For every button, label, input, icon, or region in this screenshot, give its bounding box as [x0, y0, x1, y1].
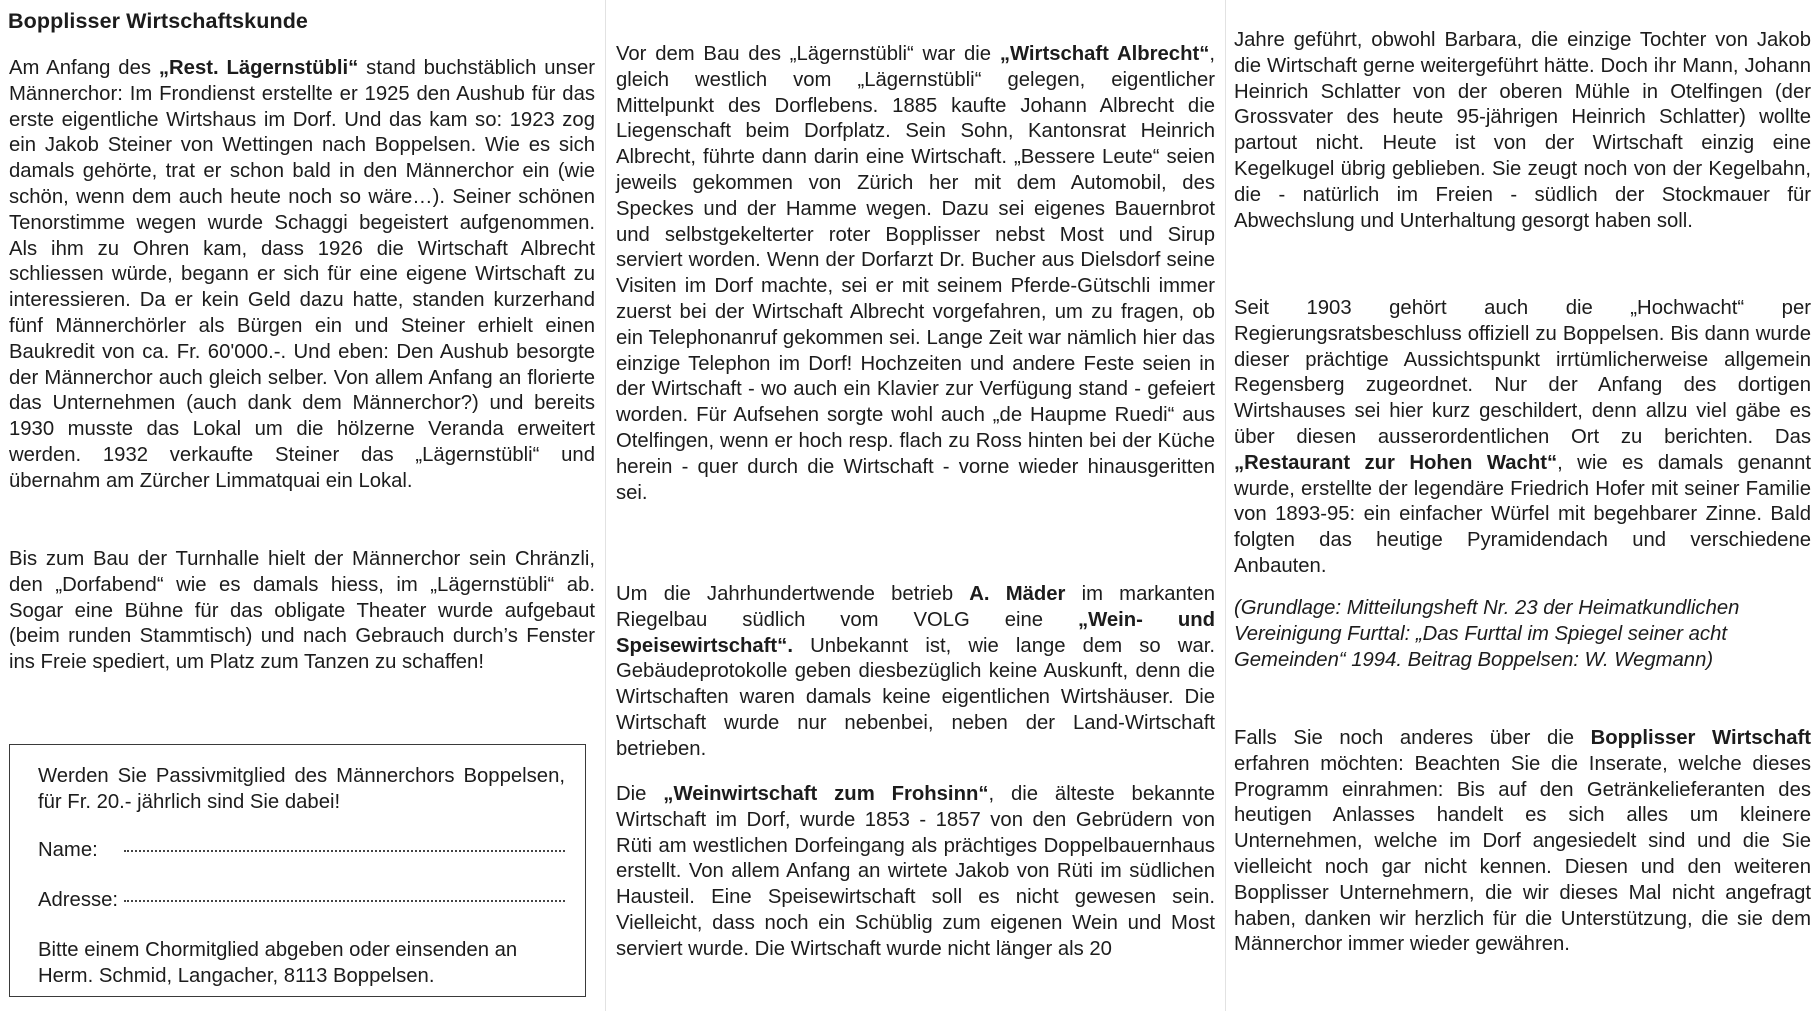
paragraph-text: Falls Sie noch anderes über die [1234, 727, 1591, 749]
column-middle [606, 0, 1225, 1011]
highlight-bopplisser-wirtschaft: Bopplisser Wirtschaft [1590, 727, 1811, 749]
paragraph-text: Um die Jahrhundertwende betrieb [616, 583, 970, 605]
column-right [1226, 0, 1820, 1011]
highlight-person-name: A. Mäder [969, 583, 1066, 605]
paragraph-text: erfahren möchten: Beachten Sie die Inserate, welche dieses Programm einrahmen: Bis auf den Getränkelieferanten des heutigen Anlasses handelt es sich alles um kleinere Unternehmen, welche im Dorf angesiedelt sind und die Sie vielleicht noch gar nicht kennen. Diesen und den weiteren Bopplisser Unternehmern, die wir dieses Mal nicht angefragt haben, danken wir herzlich für die Unterstützung, die sie dem Männerchor immer wieder gewähren. [1234, 752, 1811, 956]
name-label: Name: [38, 839, 98, 861]
paragraph-text: Unbekannt ist, wie lange dem so war. Gebäudeprotokolle geben diesbezüglich keine Auskunft, denn die Wirtschaften waren damals keine eigentlichen Wirtshäuser. Die Wirtschaft wurde nur nebenbei, neben der Land-Wirtschaft betrieben. [616, 634, 1215, 760]
column-left [0, 0, 605, 1011]
source-note: (Grundlage: Mitteilungsheft Nr. 23 der Heimatkundlichen Vereinigung Furttal: „Das Furttal im Spiegel seiner acht Gemeinden“ 1994. Beitrag Boppelsen: W. Wegmann) [1234, 597, 1740, 671]
highlight-restaurant-name: „Weinwirtschaft zum Frohsinn“ [663, 783, 989, 805]
highlight-restaurant-name: „Wein- und Speisewirtschaft“. [616, 608, 1215, 657]
paragraph-maeder [616, 582, 1215, 763]
highlight-restaurant-name: „Wirtschaft Albrecht“ [999, 43, 1210, 65]
membership-intro: Werden Sie Passivmitglied des Männerchors Boppelsen, für Fr. 20.- jährlich sind Sie dabei! [38, 765, 565, 813]
paragraph-laegernstuebli [9, 56, 595, 495]
name-field[interactable] [124, 848, 565, 852]
paragraph-hochwacht [1234, 296, 1811, 580]
page-title: Bopplisser Wirtschaftskunde [8, 9, 308, 33]
paragraph-text: Vor dem Bau des „Lägernstübli“ war die [616, 43, 1000, 65]
paragraph-closing [1234, 726, 1811, 958]
highlight-restaurant-name: „Rest. Lägernstübli“ [158, 57, 359, 79]
address-field[interactable] [124, 898, 565, 902]
paragraph-text: , wie es damals genannt wurde, erstellte der legendäre Friedrich Hofer mit seiner Familie von 1893-95: ein einfacher Würfel mit begehbarer Zinne. Bald folgten das heutige Pyramidendach und verschiedene Anbauten. [1234, 451, 1811, 577]
paragraph-text: Seit 1903 gehört auch die „Hochwacht“ per Regierungsratsbeschluss offiziell zu Boppelsen. Bis dann wurde dieser prächtige Aussichtspunkt irrtümlicherweise allgemein Regensberg zugeordnet. Nur der Anfang des dortigen Wirtshauses sei hier kurz geschildert, denn allzu viel gäbe es über diesen ausserordentlichen Ort zu berichten. Das [1234, 297, 1811, 448]
paragraph-text: , gleich westlich vom „Lägernstübli“ gelegen, eigentlicher Mittelpunkt des Dorflebens. 1885 kaufte Johann Albrecht die Liegenschaft beim Dorfplatz. Sein Sohn, Kantonsrat Heinrich Albrecht, führte dann darin eine Wirtschaft. „Bessere Leute“ seien jeweils gekommen von Zürich her mit dem Automobil, des Speckes und der Hamme wegen. Dazu sei eigenes Bauernbrot und selbstgekelterter roter Bopplisser nebst Most und Sirup serviert worden. Wenn der Dorfarzt Dr. Bucher aus Dielsdorf seine Visiten im Dorf machte, sei er mit seinem Pferde-Gütschli immer zuerst bei der Wirtschaft Albrecht vorgefahren, um zu fragen, ob ein Telephonanruf gekommen sei. Lange Zeit war nämlich hier das einzige Telephon im Dorf! Hochzeiten und andere Feste seien in der Wirtschaft - wo auch ein Klavier zur Verfügung stand - gefeiert worden. Für Aufsehen sorgte wohl auch „de Haupme Ruedi“ aus Otelfingen, wenn er hoch resp. flach zu Ross hinten bei der Küche herein - quer durch die Wirtschaft - vorne wieder hinausgeritten sei. [616, 43, 1215, 504]
paragraph-text: , die älteste bekannte Wirtschaft im Dorf, wurde 1853 - 1857 von den Gebrüdern von Rüti am westlichen Dorfeingang als prächtiges Doppelbauernhaus erstellt. Von allem Anfang an wirtete Jakob von Rüti im südlichen Hausteil. Eine Speisewirtschaft soll es nicht gewesen sein. Vielleicht, dass noch ein Schüblig zum eigenen Wein und Most serviert wurde. Die Wirtschaft wurde nicht länger als 20 [616, 783, 1215, 960]
highlight-restaurant-name: „Restaurant zur Hohen Wacht“ [1234, 451, 1558, 474]
membership-footer: Bitte einem Chormitglied abgeben oder einsenden an Herm. Schmid, Langacher, 8113 Boppelsen. [38, 939, 518, 987]
paragraph-text: im markanten Riegelbau südlich vom VOLG eine [616, 583, 1215, 631]
paragraph-text: Am Anfang des [9, 57, 159, 79]
paragraph-wirtschaft-albrecht [616, 42, 1215, 506]
address-label: Adresse: [38, 889, 119, 911]
paragraph-dorfabend: Bis zum Bau der Turnhalle hielt der Männerchor sein Chränzli, den „Dorfabend“ wie es damals hiess, im „Lägernstübli“ ab. Sogar eine Bühne für das obligate Theater wurde aufgebaut (beim runden Stammtisch) und nach Gebrauch durch’s Fenster ins Freie spediert, um Platz zum Tanzen zu schaffen! [9, 548, 595, 674]
address-row [38, 887, 565, 913]
membership-box [9, 744, 586, 997]
paragraph-text: stand buchstäblich unser Männerchor: Im Frondienst erstellte er 1925 den Aushub für das erste eigentliche Wirtshaus im Dorf. Und das kam so: 1923 zog ein Jakob Steiner von Wettingen nach Boppelsen. Wie es sich damals gehörte, trat er schon bald in den Männerchor ein (wie schön, wenn dem auch heute noch so wäre…). Seiner schönen Tenorstimme wegen wurde Schaggi begeistert aufgenommen. Als ihm zu Ohren kam, dass 1926 die Wirtschaft Albrecht schliessen würde, begann er sich für eine eigene Wirtschaft zu interessieren. Da er kein Geld dazu hatte, standen kurzerhand fünf Männerchörler als Bürgen ein und Steiner erhielt einen Baukredit von ca. Fr. 60'000.-. Und eben: Den Aushub besorgte der Männerchor auch gleich selber. Von allem Anfang an florierte das Unternehmen (auch dank dem Männerchor?) und bereits 1930 musste das Lokal um die hölzerne Veranda erweitert werden. 1932 verkaufte Steiner das „Lägernstübli“ und übernahm am Zürcher Limmatquai ein Lokal. [9, 57, 595, 492]
paragraph-schlatter: Jahre geführt, obwohl Barbara, die einzige Tochter von Jakob die Wirtschaft gerne weitergeführt hätte. Doch ihr Mann, Johann Heinrich Schlatter von der oberen Mühle in Otelfingen (der Grossvater des heute 95-jährigen Heinrich Schlatter) wollte partout nicht. Heute ist von der Wirtschaft einzig eine Kegelkugel übrig geblieben. Sie zeugt noch von der Kegelbahn, die - natürlich im Freien - südlich der Stockmauer für Abwechslung und Unterhaltung gesorgt haben soll. [1234, 29, 1811, 232]
paragraph-frohsinn [616, 782, 1215, 963]
name-row [38, 837, 565, 863]
paragraph-text: Die [616, 783, 664, 805]
